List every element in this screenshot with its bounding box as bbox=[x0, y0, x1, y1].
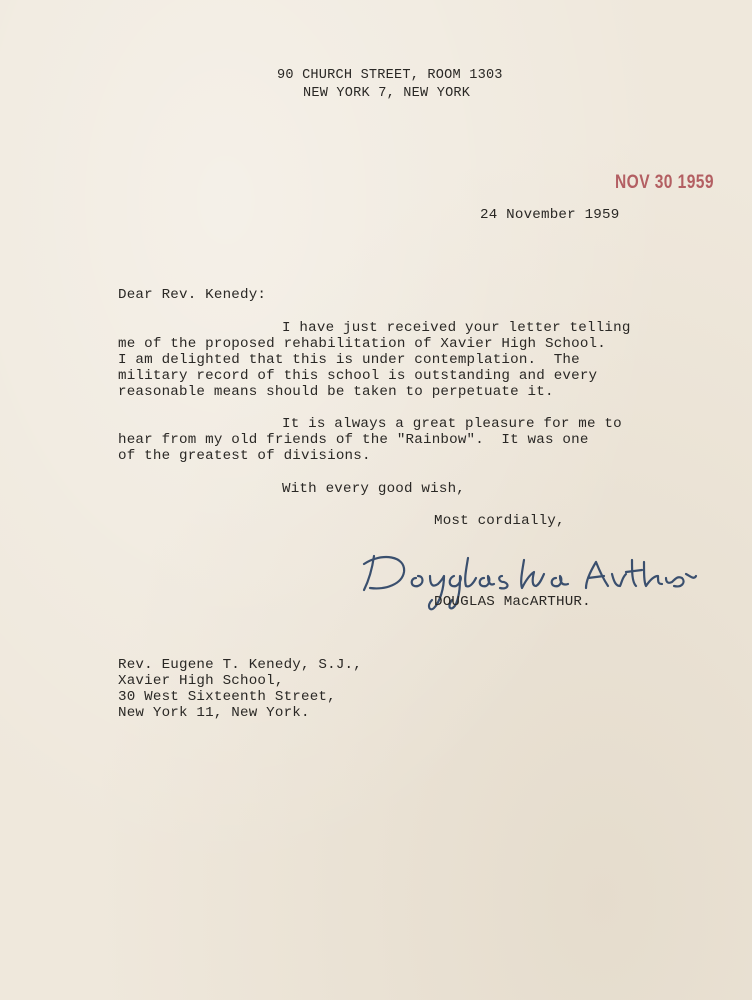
letter-date: 24 November 1959 bbox=[480, 207, 620, 223]
letterhead-street: 90 CHURCH STREET, ROOM 1303 bbox=[277, 68, 503, 83]
salutation: Dear Rev. Kenedy: bbox=[118, 287, 267, 303]
good-wish-line: With every good wish, bbox=[282, 481, 465, 497]
body-line: I am delighted that this is under contemplation. The bbox=[118, 352, 580, 368]
recipient-line: Xavier High School, bbox=[118, 673, 284, 689]
body-line: hear from my old friends of the "Rainbow". It was one bbox=[118, 432, 589, 448]
body-line: military record of this school is outstanding and every bbox=[118, 368, 598, 384]
body-line: of the greatest of divisions. bbox=[118, 448, 371, 464]
body-line: I have just received your letter telling bbox=[282, 320, 631, 336]
recipient-line: 30 West Sixteenth Street, bbox=[118, 689, 336, 705]
recipient-line: New York 11, New York. bbox=[118, 705, 310, 721]
complimentary-close: Most cordially, bbox=[434, 513, 565, 529]
body-line: It is always a great pleasure for me to bbox=[282, 416, 622, 432]
body-line: reasonable means should be taken to perpetuate it. bbox=[118, 384, 554, 400]
signatory-name: DOUGLAS MacARTHUR. bbox=[434, 594, 591, 610]
recipient-line: Rev. Eugene T. Kenedy, S.J., bbox=[118, 657, 362, 673]
body-line: me of the proposed rehabilitation of Xavier High School. bbox=[118, 336, 606, 352]
received-date-stamp: NOV 30 1959 bbox=[615, 172, 714, 193]
letterhead-city: NEW YORK 7, NEW YORK bbox=[303, 86, 471, 101]
